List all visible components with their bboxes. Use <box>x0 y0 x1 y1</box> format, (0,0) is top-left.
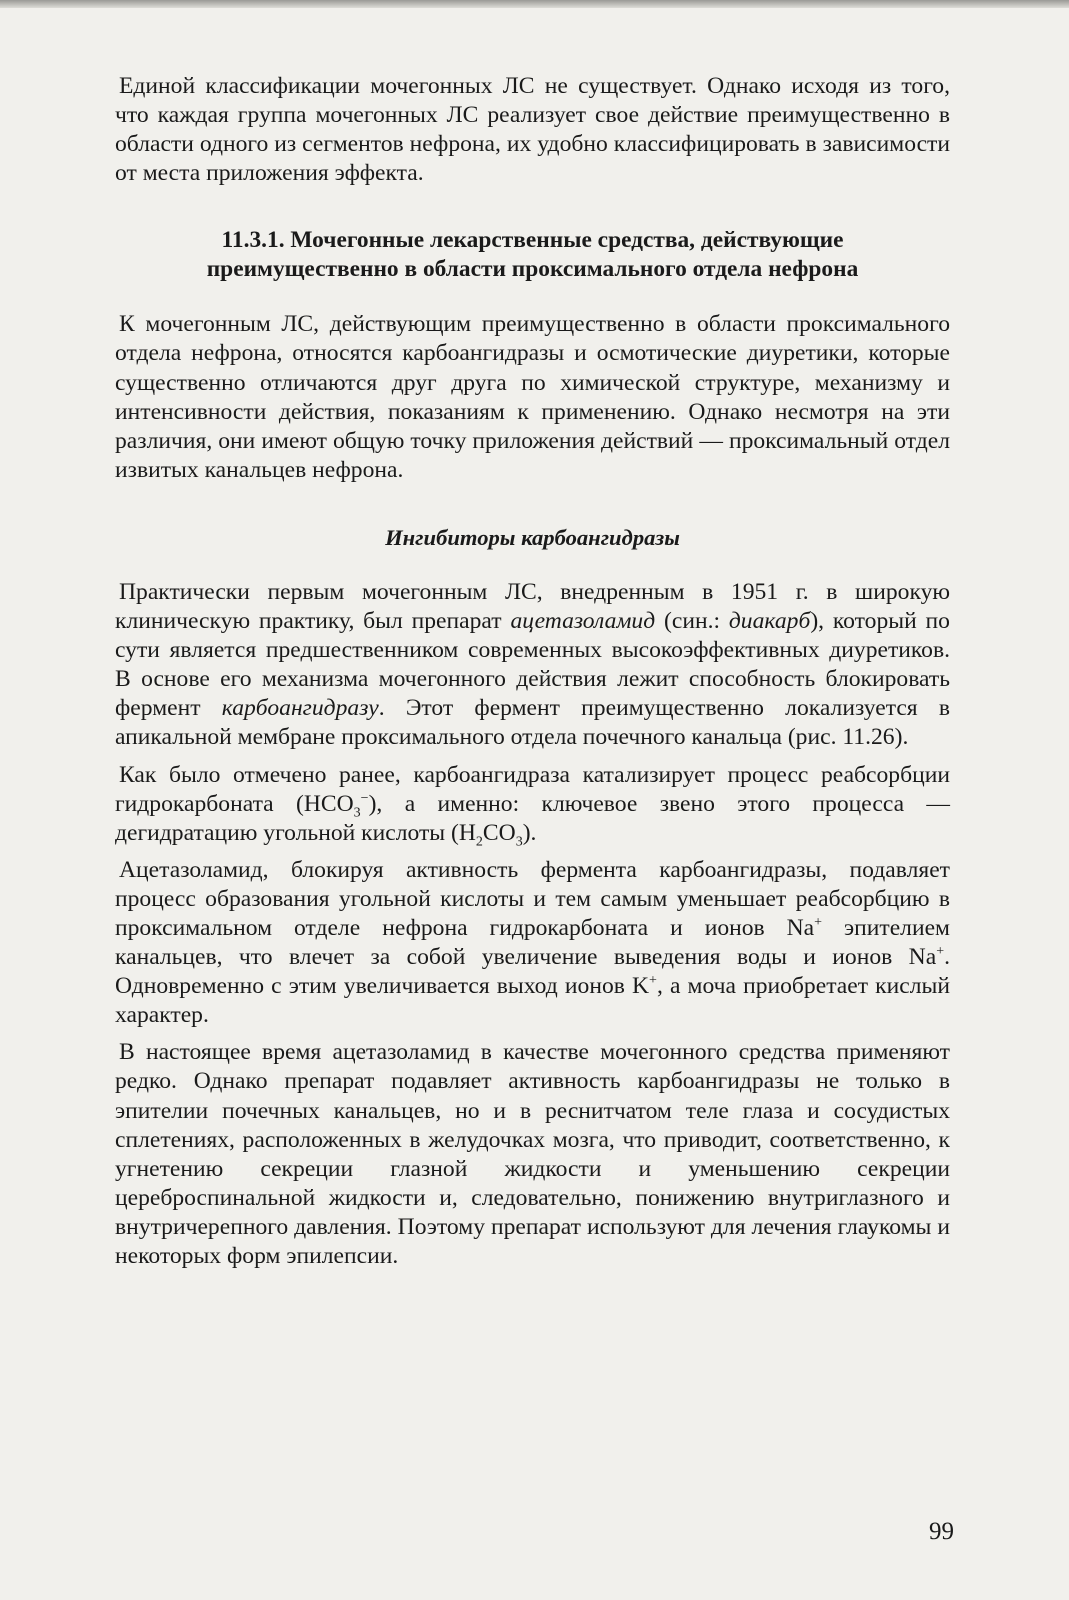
section-heading <box>115 226 950 284</box>
section-heading-line2: преимущественно в области проксимального отдела нефрона <box>206 256 859 283</box>
paragraph-acetazolamide-intro: Практически первым мочегонным ЛС, внедренным в 1951 г. в широкую клиническую практику, был препарат ацетазоламид (син.: диакарб), который по сути является предшественником современных высокоэффективных диуретиков. В основе его механизма мочегонного действия лежит способность блокировать фермент карбоангидразу. Этот фермент преимущественно локализуется в апикальной мембране проксимального отдела почечного канальца (рис. 11.26). <box>115 578 951 751</box>
page-number: 99 <box>929 1518 954 1545</box>
enzyme-name: карбоангидразу <box>221 695 379 722</box>
drug-name: ацетазоламид <box>510 608 656 635</box>
page-top-edge <box>0 0 1069 8</box>
drug-synonym: диакарб <box>728 608 811 635</box>
paragraph-carbonic-anhydrase: Как было отмечено ранее, карбоангидраза катализирует процесс реабсорбции гидрокарбоната $(HCO_3^-)$, а именно: ключевое звено этого процесса — дегидратацию угольной кислоты $(H_2CO_3)$. <box>115 761 950 850</box>
section-paragraph: К мочегонным ЛС, действующим преимущественно в области проксимального отдела нефрона, относятся карбоангидразы и осмотические диуретики, которые существенно отличаются друг друга по химической структуре, механизму и интенсивности действия, показаниям к применению. Однако несмотря на эти различия, они имеют общую точку приложения действий — проксимальный отдел извитых канальцев нефрона. <box>115 311 950 483</box>
paragraph-mechanism: Ацетазоламид, блокируя активность фермента карбоангидразы, подавляет процесс образования угольной кислоты и тем самым уменьшает реабсорбцию в проксимальном отделе нефрона гидрокарбоната и ионов Na+ эпителием канальцев, что влечет за собой увеличение выведения воды и ионов Na+. Одновременно с этим увеличивается выход ионов K+, а моча приобретает кислый характер. <box>115 856 950 1029</box>
section-heading-line1: 11.3.1. Мочегонные лекарственные средства, действующие <box>221 227 844 254</box>
subsection-heading: Ингибиторы карбоангидразы <box>385 524 680 550</box>
intro-paragraph: Единой классификации мочегонных ЛС не существует. Однако исходя из того, что каждая группа мочегонных ЛС реализует свое действие преимущественно в области одного из сегментов нефрона, их удобно классифицировать в зависимости от места приложения эффекта. <box>115 73 950 187</box>
page-content <box>115 72 950 1271</box>
paragraph-current-use: В настоящее время ацетазоламид в качестве мочегонного средства применяют редко. Однако препарат подавляет активность карбоангидразы не только в эпителии почечных канальцев, но и в реснитчатом теле глаза и сосудистых сплетениях, расположенных в желудочках мозга, что приводит, соответственно, к угнетению секреции глазной жидкости и уменьшению секреции цереброспинальной жидкости и, следовательно, понижению внутриглазного и внутричерепного давления. Поэтому препарат используют для лечения глаукомы и некоторых форм эпилепсии. <box>115 1039 950 1269</box>
